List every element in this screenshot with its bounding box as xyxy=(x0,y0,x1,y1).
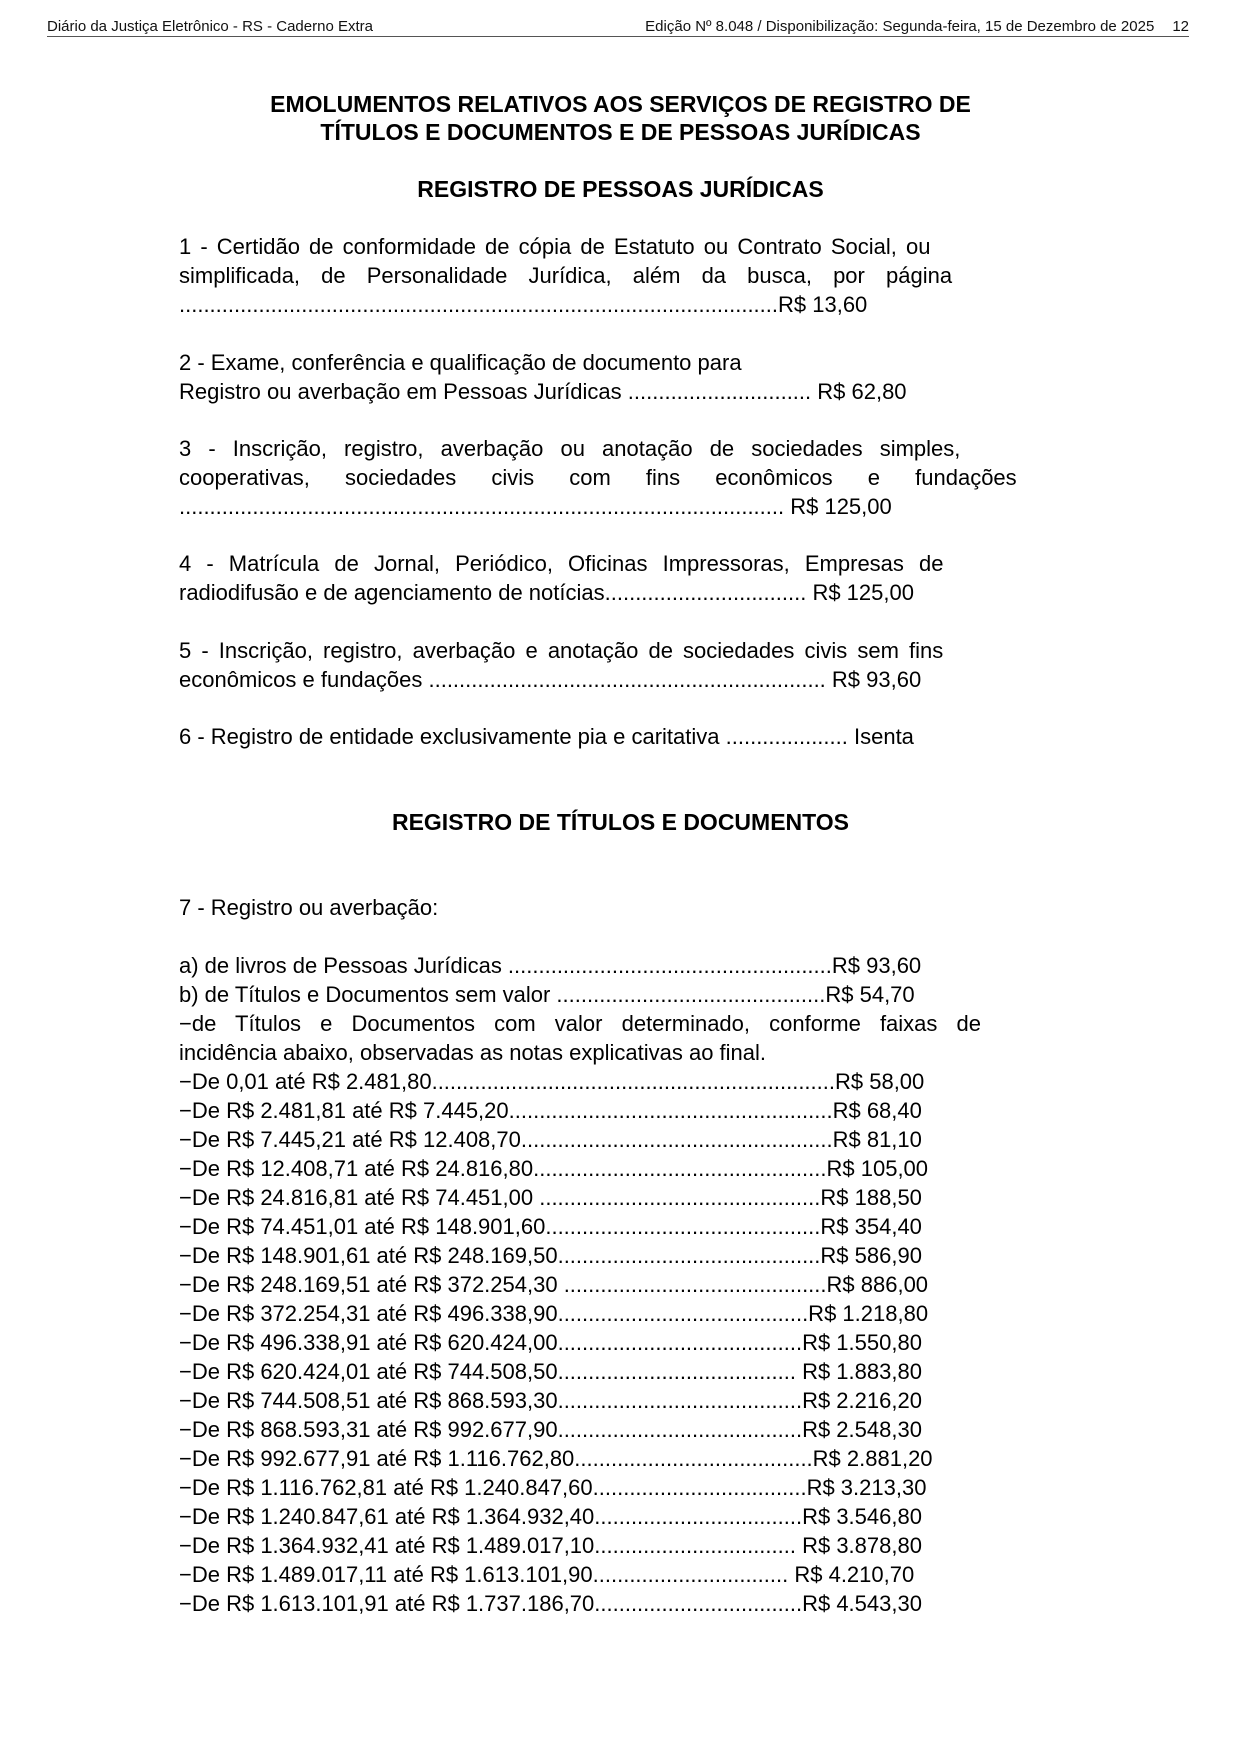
item-6-price: 6 - Registro de entidade exclusivamente pia e caritativa .................... Isenta xyxy=(179,724,914,749)
bracket-row: −De R$ 12.408,71 até R$ 24.816,80................................................R$ 105,00 xyxy=(179,1156,929,1181)
document-title xyxy=(0,90,1241,146)
item-1 xyxy=(179,232,1059,319)
bracket-row: −De R$ 620.424,01 até R$ 744.508,50....................................... R$ 1.883,80 xyxy=(179,1359,922,1384)
bracket-row: −De R$ 24.816,81 até R$ 74.451,00 ..............................................R$ 188,50 xyxy=(179,1185,922,1210)
item-4-line-1: 4 - Matrícula de Jornal, Periódico, Oficinas Impressoras, Empresas de xyxy=(179,551,944,576)
title-line-1: EMOLUMENTOS RELATIVOS AOS SERVIÇOS DE REGISTRO DE xyxy=(270,91,971,117)
section-heading-pessoas-juridicas: REGISTRO DE PESSOAS JURÍDICAS xyxy=(417,176,824,202)
bracket-row: −De R$ 74.451,01 até R$ 148.901,60.............................................R$ 354,40 xyxy=(179,1214,922,1239)
item-4-price: radiodifusão e de agenciamento de notícias................................. R$ 125,00 xyxy=(179,580,914,605)
bracket-row: −De R$ 148.901,61 até R$ 248.169,50...........................................R$ 586,90 xyxy=(179,1243,922,1268)
item-7b: b) de Títulos e Documentos sem valor ............................................R$ 54,70 xyxy=(179,982,915,1007)
bracket-row: −De R$ 248.169,51 até R$ 372.254,30 ...........................................R$ 886,00 xyxy=(179,1272,929,1297)
item-3-line-1: 3 - Inscrição, registro, averbação ou anotação de sociedades simples, xyxy=(179,436,961,461)
item-3-price: ................................................................................................... R$ 125,00 xyxy=(179,494,892,519)
item-5 xyxy=(179,636,1059,694)
item-1-line-2: simplificada, de Personalidade Jurídica, além da busca, por página xyxy=(179,263,953,288)
page-header xyxy=(47,18,1189,37)
bracket-row: −De R$ 1.364.932,41 até R$ 1.489.017,10................................. R$ 3.878,80 xyxy=(179,1533,922,1558)
bracket-row: −De R$ 1.613.101,91 até R$ 1.737.186,70..................................R$ 4.543,30 xyxy=(179,1591,922,1616)
item-2-price: Registro ou averbação em Pessoas Jurídicas .............................. R$ 62,80 xyxy=(179,379,907,404)
item-3-line-2: cooperativas, sociedades civis com fins econômicos e fundações xyxy=(179,465,1017,490)
section-heading-titulos-documentos: REGISTRO DE TÍTULOS E DOCUMENTOS xyxy=(391,809,850,835)
bracket-row: −De R$ 744.508,51 até R$ 868.593,30........................................R$ 2.216,20 xyxy=(179,1388,922,1413)
bracket-row: −De R$ 7.445,21 até R$ 12.408,70...................................................R$ 81,10 xyxy=(179,1127,922,1152)
item-6 xyxy=(179,722,1059,751)
bracket-row: −De R$ 1.489.017,11 até R$ 1.613.101,90................................ R$ 4.210,70 xyxy=(179,1562,915,1587)
valued-intro-line-2: incidência abaixo, observadas as notas explicativas ao final. xyxy=(179,1040,767,1065)
item-5-price: econômicos e fundações ................................................................. R$ 93,60 xyxy=(179,667,922,692)
edition-date: Edição Nº 8.048 / Disponibilização: Segunda-feira, 15 de Dezembro de 2025 xyxy=(645,18,1155,35)
bracket-row: −De R$ 496.338,91 até R$ 620.424,00........................................R$ 1.550,80 xyxy=(179,1330,922,1355)
item-7-list xyxy=(179,951,1059,1618)
item-4 xyxy=(179,549,1059,607)
bracket-row: −De 0,01 até R$ 2.481,80..................................................................R$ 58,00 xyxy=(179,1069,925,1094)
bracket-row: −De R$ 1.240.847,61 até R$ 1.364.932,40..................................R$ 3.546,80 xyxy=(179,1504,922,1529)
edition-info xyxy=(645,18,1189,36)
item-2 xyxy=(179,348,1059,406)
journal-name: Diário da Justiça Eletrônico - RS - Caderno Extra xyxy=(47,18,373,35)
item-1-line-1: 1 - Certidão de conformidade de cópia de Estatuto ou Contrato Social, ou xyxy=(179,234,931,259)
item-5-line-1: 5 - Inscrição, registro, averbação e anotação de sociedades civis sem fins xyxy=(179,638,944,663)
valued-intro-line-1: −de Títulos e Documentos com valor determinado, conforme faixas de xyxy=(179,1011,981,1036)
title-line-2: TÍTULOS E DOCUMENTOS E DE PESSOAS JURÍDICAS xyxy=(320,119,921,145)
item-1-price: ..................................................................................................R$ 13,60 xyxy=(179,292,868,317)
bracket-row: −De R$ 992.677,91 até R$ 1.116.762,80.......................................R$ 2.881,20 xyxy=(179,1446,933,1471)
bracket-row: −De R$ 372.254,31 até R$ 496.338,90.........................................R$ 1.218,80 xyxy=(179,1301,929,1326)
item-7-title xyxy=(179,893,1059,922)
item-2-line-1: 2 - Exame, conferência e qualificação de documento para xyxy=(179,350,742,375)
bracket-row: −De R$ 1.116.762,81 até R$ 1.240.847,60...................................R$ 3.213,30 xyxy=(179,1475,927,1500)
item-7-title-text: 7 - Registro ou averbação: xyxy=(179,895,439,920)
page-number: 12 xyxy=(1172,18,1189,35)
item-3 xyxy=(179,434,1059,521)
item-7a: a) de livros de Pessoas Jurídicas .....................................................R$ 93,60 xyxy=(179,953,922,978)
bracket-row: −De R$ 2.481,81 até R$ 7.445,20.....................................................R$ 68,40 xyxy=(179,1098,922,1123)
bracket-row: −De R$ 868.593,31 até R$ 992.677,90........................................R$ 2.548,30 xyxy=(179,1417,922,1442)
